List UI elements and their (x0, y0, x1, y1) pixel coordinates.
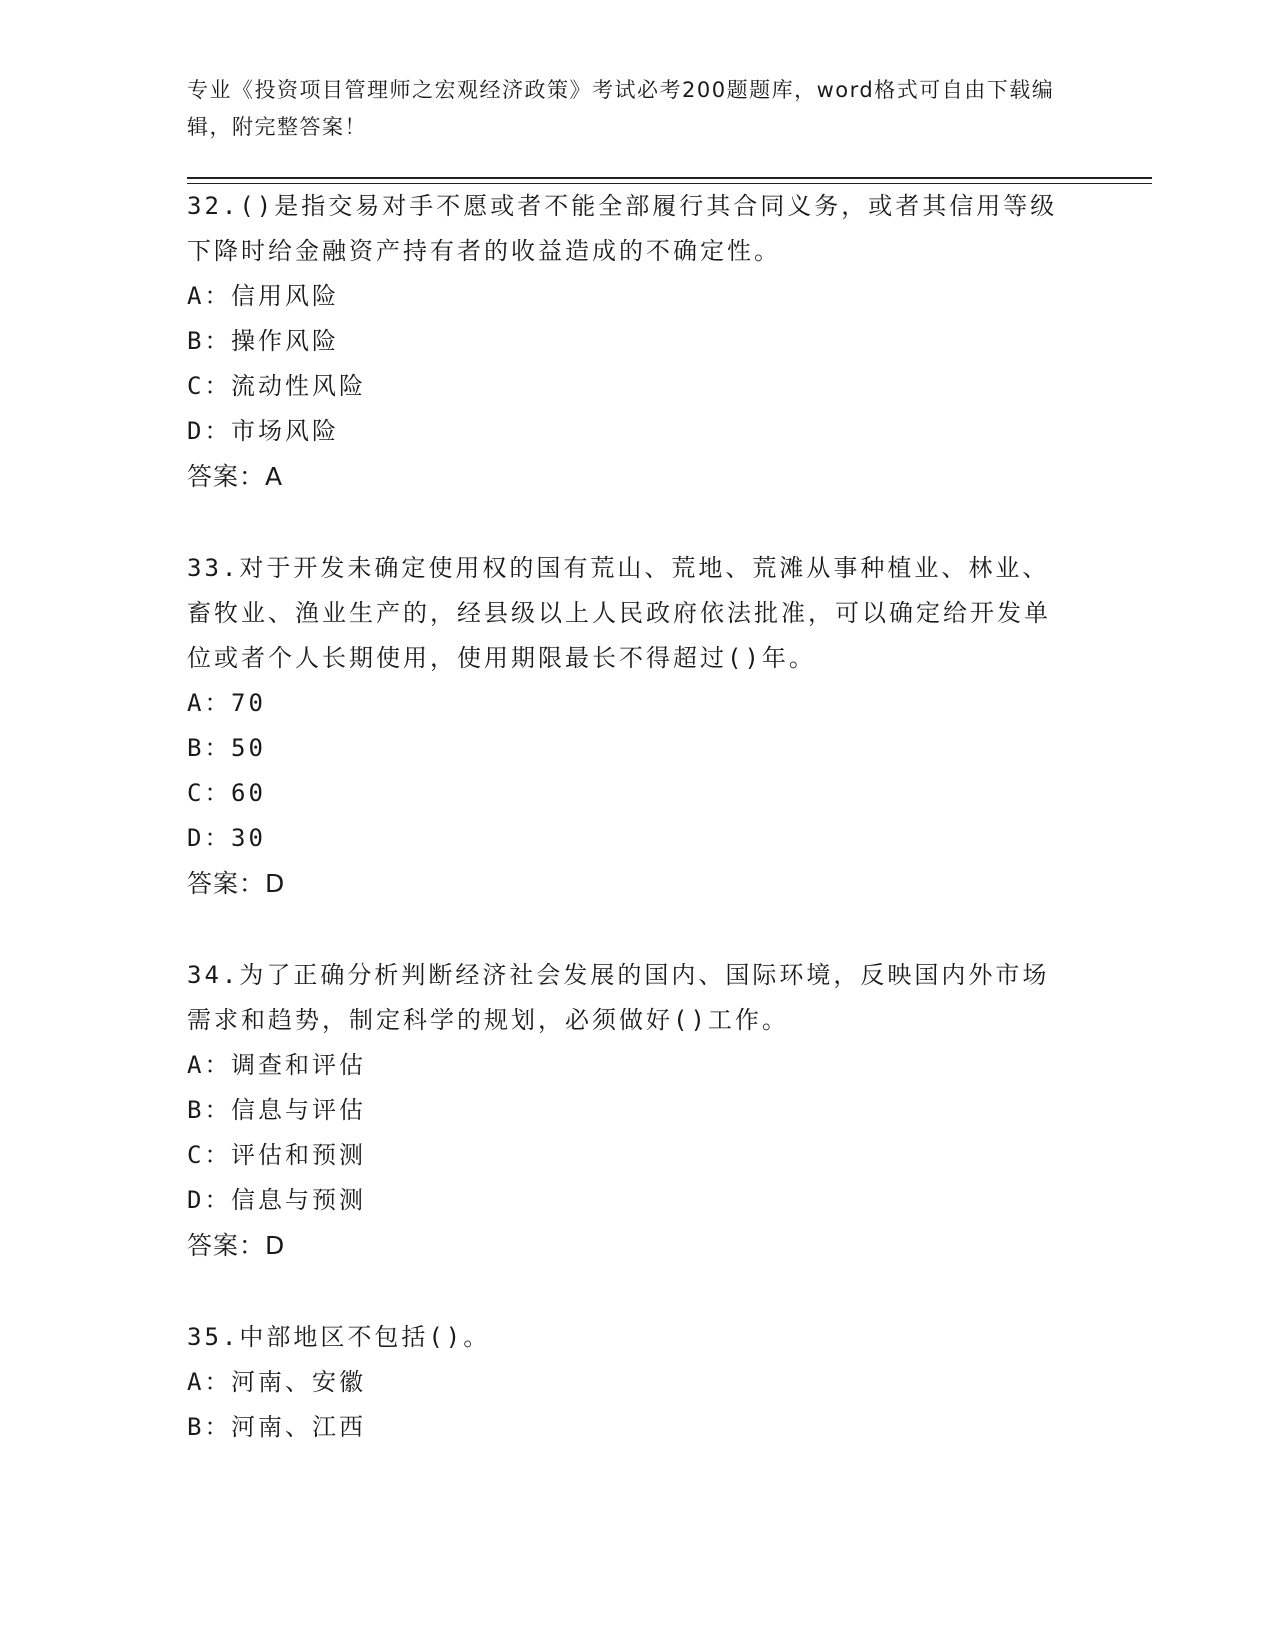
option-text: 河南、江西 (231, 1413, 366, 1441)
question-spacer (187, 906, 1152, 953)
option-a (187, 1360, 1152, 1405)
option-b (187, 319, 1152, 364)
question-list (187, 184, 1152, 1450)
option-text: 河南、安徽 (231, 1368, 366, 1396)
question-spacer (187, 499, 1152, 546)
option-text: 评估和预测 (231, 1141, 366, 1169)
option-text: 流动性风险 (231, 372, 366, 400)
option-letter: A： (187, 1051, 232, 1079)
option-letter: D： (187, 1186, 232, 1214)
option-a (187, 274, 1152, 319)
question-33 (187, 546, 1152, 906)
question-stem: 33.对于开发未确定使用权的国有荒山、荒地、荒滩从事种植业、林业、畜牧业、渔业生产的，经县级以上人民政府依法批准，可以确定给开发单位或者个人长期使用，使用期限最长不得超过()年。 (187, 554, 1051, 672)
question-stem: 34.为了正确分析判断经济社会发展的国内、国际环境，反映国内外市场需求和趋势，制定科学的规划，必须做好()工作。 (187, 961, 1050, 1034)
option-text: 市场风险 (231, 417, 339, 445)
question-35 (187, 1315, 1152, 1450)
option-letter: C： (187, 372, 232, 400)
question-stem: 32.()是指交易对手不愿或者不能全部履行其合同义务，或者其信用等级下降时给金融资产持有者的收益造成的不确定性。 (187, 192, 1058, 265)
option-letter: B： (187, 1096, 232, 1124)
question-spacer (187, 1268, 1152, 1315)
document-page (187, 72, 1152, 1441)
header-rule-thick (187, 177, 1152, 179)
option-letter: B： (187, 734, 232, 762)
option-letter: C： (187, 779, 232, 807)
option-text: 操作风险 (231, 327, 339, 355)
option-text: 信息与预测 (231, 1186, 366, 1214)
option-letter: B： (187, 1413, 232, 1441)
option-text: 信息与评估 (231, 1096, 366, 1124)
answer-line: 答案：D (187, 1231, 286, 1260)
option-letter: A： (187, 1368, 232, 1396)
question-stem: 35.中部地区不包括()。 (187, 1323, 491, 1351)
option-text: 信用风险 (231, 282, 339, 310)
option-letter: D： (187, 417, 232, 445)
option-b (187, 726, 1152, 771)
option-letter: D： (187, 824, 232, 852)
option-c (187, 771, 1152, 816)
option-c (187, 364, 1152, 409)
option-d (187, 1178, 1152, 1223)
option-b (187, 1088, 1152, 1133)
option-letter: A： (187, 282, 232, 310)
option-text: 70 (231, 689, 266, 717)
option-text: 60 (231, 779, 266, 807)
option-text: 30 (231, 824, 266, 852)
document-header: 专业《投资项目管理师之宏观经济政策》考试必考200题题库，word格式可自由下载编辑，附完整答案！ (187, 78, 1055, 139)
option-letter: A： (187, 689, 232, 717)
option-letter: C： (187, 1141, 232, 1169)
option-d (187, 816, 1152, 861)
question-32 (187, 184, 1152, 499)
option-a (187, 681, 1152, 726)
option-a (187, 1043, 1152, 1088)
option-letter: B： (187, 327, 232, 355)
option-c (187, 1133, 1152, 1178)
answer-line: 答案：D (187, 869, 286, 898)
answer-line: 答案：A (187, 462, 284, 491)
option-d (187, 409, 1152, 454)
option-text: 调查和评估 (231, 1051, 366, 1079)
option-text: 50 (231, 734, 266, 762)
option-b (187, 1405, 1152, 1450)
question-34 (187, 953, 1152, 1268)
